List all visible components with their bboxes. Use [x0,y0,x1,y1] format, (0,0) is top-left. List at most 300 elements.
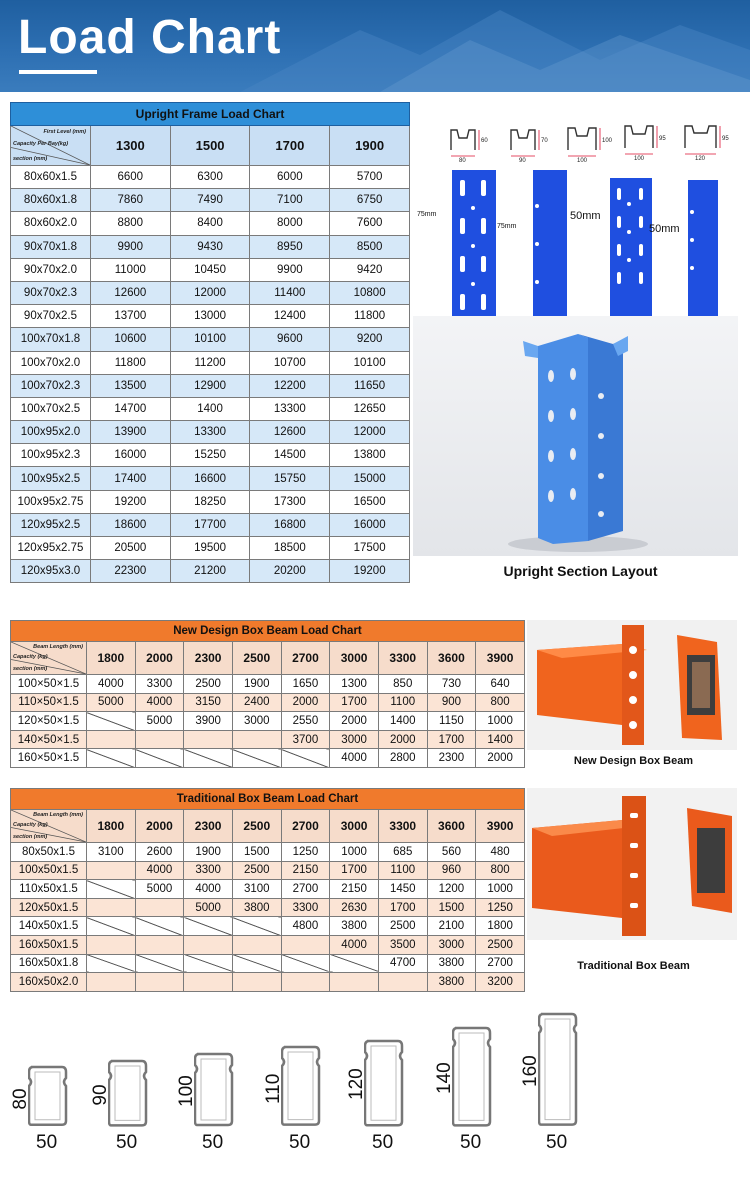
capacity-cell: 2700 [476,954,525,973]
section-cell: 80x60x1.8 [11,189,91,212]
svg-text:100: 100 [634,156,645,162]
capacity-cell: 12400 [250,305,330,328]
capacity-cell: 11400 [250,281,330,304]
column-header: 3300 [378,810,427,843]
capacity-cell: 1500 [427,898,476,917]
section-cell: 120x95x2.75 [11,537,91,560]
capacity-cell: 4700 [378,954,427,973]
capacity-cell: 13700 [90,305,170,328]
empty-cell [135,898,184,917]
capacity-cell: 800 [476,861,525,880]
section-cell: 100x95x2.3 [11,444,91,467]
beam-profile-shape [452,1025,506,1131]
new-beam-caption: New Design Box Beam [573,755,694,767]
svg-text:50mm: 50mm [570,210,601,222]
capacity-cell: 3000 [330,730,379,749]
column-header: 1800 [86,642,135,675]
capacity-cell: 16800 [250,513,330,536]
capacity-cell: 480 [476,843,525,862]
capacity-cell: 1700 [427,730,476,749]
capacity-cell: 8400 [170,212,250,235]
capacity-cell: 4000 [330,749,379,768]
svg-text:70: 70 [541,138,548,144]
capacity-cell: 9600 [250,328,330,351]
capacity-cell: 3500 [378,935,427,954]
capacity-cell: 17400 [90,467,170,490]
column-header: 3900 [476,642,525,675]
table-row [11,954,525,973]
table-row [11,258,410,281]
capacity-cell: 11000 [90,258,170,281]
column-header: 2500 [232,810,281,843]
capacity-cell: 6000 [250,166,330,189]
empty-cell [378,973,427,992]
section-cell: 90x70x2.5 [11,305,91,328]
capacity-cell: 1500 [232,843,281,862]
capacity-cell: 800 [476,693,525,712]
capacity-cell: 2000 [378,730,427,749]
table-row [11,861,525,880]
column-header: 2300 [184,642,233,675]
table-row [11,560,410,583]
beam-profile-shape [364,1038,418,1131]
capacity-cell: 3900 [184,712,233,731]
capacity-cell: 730 [427,675,476,694]
column-header: 1700 [250,126,330,166]
capacity-cell: 13900 [90,421,170,444]
capacity-cell: 10600 [90,328,170,351]
trad-beam-photo [527,788,737,940]
column-header: 2000 [135,810,184,843]
capacity-cell: 3800 [427,973,476,992]
capacity-cell: 6600 [90,166,170,189]
capacity-cell: 15250 [170,444,250,467]
profile-height-label: 90 [90,1084,111,1106]
empty-cell [86,954,135,973]
upright-table-title: Upright Frame Load Chart [11,103,410,126]
empty-cell [86,712,135,731]
capacity-cell: 2500 [184,675,233,694]
svg-text:100: 100 [602,138,613,144]
empty-cell [86,880,135,899]
table-row [11,712,525,731]
capacity-cell: 20500 [90,537,170,560]
table-corner-cell: Beam Length (mm) Capacity (kg) section (mm) [11,810,87,843]
table-row [11,328,410,351]
beam-profile-shape [28,1064,82,1131]
section-cell: 100x95x2.0 [11,421,91,444]
capacity-cell: 7600 [330,212,410,235]
empty-cell [184,749,233,768]
trad-beam-load-table [10,788,525,992]
capacity-cell: 9420 [330,258,410,281]
section-cell: 100x95x2.75 [11,490,91,513]
capacity-cell: 18600 [90,513,170,536]
table-row [11,749,525,768]
empty-cell [86,861,135,880]
section-cell: 80x60x2.0 [11,212,91,235]
capacity-cell: 20200 [250,560,330,583]
section-cell: 120x95x2.5 [11,513,91,536]
capacity-cell: 1400 [476,730,525,749]
capacity-cell: 1400 [170,397,250,420]
capacity-cell: 12000 [330,421,410,444]
capacity-cell: 1700 [330,861,379,880]
page-title: Load Chart [18,11,282,64]
capacity-cell: 1800 [476,917,525,936]
capacity-cell: 3150 [184,693,233,712]
capacity-cell: 2300 [427,749,476,768]
capacity-cell: 640 [476,675,525,694]
capacity-cell: 2400 [232,693,281,712]
section-cell: 120x95x3.0 [11,560,91,583]
table-row [11,843,525,862]
capacity-cell: 13300 [170,421,250,444]
empty-cell [135,954,184,973]
capacity-cell: 2630 [330,898,379,917]
svg-text:95: 95 [659,136,666,142]
capacity-cell: 3800 [427,954,476,973]
capacity-cell: 960 [427,861,476,880]
profile-width-label: 50 [460,1132,482,1153]
capacity-cell: 1000 [330,843,379,862]
profile-width-label: 50 [372,1132,394,1153]
section-cell: 160x50x1.8 [11,954,87,973]
capacity-cell: 6750 [330,189,410,212]
svg-text:120: 120 [695,156,706,162]
capacity-cell: 12000 [170,281,250,304]
capacity-cell: 22300 [90,560,170,583]
empty-cell [184,730,233,749]
empty-cell [135,917,184,936]
capacity-cell: 3100 [232,880,281,899]
capacity-cell: 12900 [170,374,250,397]
table-row [11,917,525,936]
capacity-cell: 850 [378,675,427,694]
capacity-cell: 16000 [90,444,170,467]
capacity-cell: 1250 [281,843,330,862]
capacity-cell: 16500 [330,490,410,513]
empty-cell [232,730,281,749]
capacity-cell: 4000 [330,935,379,954]
capacity-cell: 19200 [330,560,410,583]
capacity-cell: 2150 [281,861,330,880]
capacity-cell: 2100 [427,917,476,936]
capacity-cell: 8500 [330,235,410,258]
profile-height-label: 120 [346,1068,367,1101]
section-cell: 140x50x1.5 [11,917,87,936]
capacity-cell: 685 [378,843,427,862]
capacity-cell: 15000 [330,467,410,490]
capacity-cell: 5700 [330,166,410,189]
capacity-cell: 3200 [476,973,525,992]
column-header: 2000 [135,642,184,675]
capacity-cell: 3300 [281,898,330,917]
section-cell: 90x70x2.3 [11,281,91,304]
table-row [11,189,410,212]
table-row [11,444,410,467]
section-cell: 160x50x2.0 [11,973,87,992]
table-row [11,166,410,189]
empty-cell [184,935,233,954]
svg-text:80: 80 [459,158,466,164]
capacity-cell: 12200 [250,374,330,397]
capacity-cell: 1150 [427,712,476,731]
capacity-cell: 18500 [250,537,330,560]
capacity-cell: 1700 [330,693,379,712]
capacity-cell: 1400 [378,712,427,731]
capacity-cell: 19500 [170,537,250,560]
empty-cell [135,749,184,768]
capacity-cell: 900 [427,693,476,712]
column-header: 1900 [330,126,410,166]
column-header: 3300 [378,642,427,675]
trad-beam-table-title: Traditional Box Beam Load Chart [11,789,525,810]
empty-cell [184,917,233,936]
capacity-cell: 17500 [330,537,410,560]
capacity-cell: 2500 [476,935,525,954]
capacity-cell: 1900 [232,675,281,694]
table-row [11,880,525,899]
beam-profile-shape [281,1044,335,1131]
capacity-cell: 1650 [281,675,330,694]
empty-cell [135,973,184,992]
new-beam-table-title: New Design Box Beam Load Chart [11,621,525,642]
empty-cell [281,749,330,768]
capacity-cell: 2500 [378,917,427,936]
table-row [11,693,525,712]
section-cell: 100x95x2.5 [11,467,91,490]
empty-cell [135,730,184,749]
table-row [11,935,525,954]
capacity-cell: 1000 [476,880,525,899]
svg-text:75mm: 75mm [417,211,437,218]
table-corner-cell: Beam Length (mm) Capacity (kg) section (mm) [11,642,87,675]
capacity-cell: 13300 [250,397,330,420]
capacity-cell: 3700 [281,730,330,749]
capacity-cell: 8950 [250,235,330,258]
capacity-cell: 10100 [330,351,410,374]
capacity-cell: 10800 [330,281,410,304]
column-header: 3000 [330,810,379,843]
capacity-cell: 5000 [86,693,135,712]
capacity-cell: 2150 [330,880,379,899]
profile-height-label: 100 [176,1075,197,1107]
profile-width-label: 50 [202,1132,224,1153]
capacity-cell: 3000 [232,712,281,731]
capacity-cell: 4800 [281,917,330,936]
table-row [11,730,525,749]
capacity-cell: 3300 [135,675,184,694]
capacity-cell: 19200 [90,490,170,513]
table-row [11,490,410,513]
table-row [11,235,410,258]
svg-text:75mm: 75mm [497,223,517,230]
empty-cell [232,954,281,973]
capacity-cell: 10700 [250,351,330,374]
table-row [11,421,410,444]
svg-text:50mm: 50mm [649,223,680,235]
empty-cell [330,973,379,992]
column-header: 1300 [90,126,170,166]
capacity-cell: 13500 [90,374,170,397]
capacity-cell: 3000 [427,935,476,954]
capacity-cell: 9900 [90,235,170,258]
empty-cell [86,973,135,992]
capacity-cell: 8800 [90,212,170,235]
capacity-cell: 9200 [330,328,410,351]
empty-cell [86,898,135,917]
capacity-cell: 12650 [330,397,410,420]
capacity-cell: 16600 [170,467,250,490]
capacity-cell: 16000 [330,513,410,536]
capacity-cell: 3100 [86,843,135,862]
capacity-cell: 2000 [476,749,525,768]
capacity-cell: 1300 [330,675,379,694]
capacity-cell: 10450 [170,258,250,281]
capacity-cell: 7100 [250,189,330,212]
column-header: 1800 [86,810,135,843]
profile-height-label: 110 [263,1073,284,1104]
section-cell: 100×50×1.5 [11,675,87,694]
capacity-cell: 2700 [281,880,330,899]
capacity-cell: 7490 [170,189,250,212]
column-header: 3000 [330,642,379,675]
table-row [11,397,410,420]
column-header: 3900 [476,810,525,843]
profile-width-label: 50 [36,1132,58,1153]
capacity-cell: 2800 [378,749,427,768]
table-row [11,973,525,992]
capacity-cell: 11200 [170,351,250,374]
column-header: 1500 [170,126,250,166]
capacity-cell: 11800 [90,351,170,374]
section-cell: 110x50x1.5 [11,880,87,899]
capacity-cell: 13000 [170,305,250,328]
section-cell: 80x60x1.5 [11,166,91,189]
table-corner-cell: First Level (mm) Capacity Per Bay(kg) section (mm) [11,126,91,166]
capacity-cell: 1100 [378,861,427,880]
column-header: 3600 [427,810,476,843]
svg-text:90: 90 [519,158,526,164]
capacity-cell: 12600 [250,421,330,444]
capacity-cell: 18250 [170,490,250,513]
section-cell: 160×50×1.5 [11,749,87,768]
capacity-cell: 12600 [90,281,170,304]
capacity-cell: 9900 [250,258,330,281]
table-row [11,305,410,328]
empty-cell [86,749,135,768]
svg-text:95: 95 [722,136,729,142]
capacity-cell: 8000 [250,212,330,235]
table-row [11,212,410,235]
capacity-cell: 14500 [250,444,330,467]
capacity-cell: 2000 [281,693,330,712]
section-cell: 140×50×1.5 [11,730,87,749]
empty-cell [86,935,135,954]
empty-cell [281,954,330,973]
column-header: 2300 [184,810,233,843]
capacity-cell: 1450 [378,880,427,899]
capacity-cell: 4000 [135,693,184,712]
section-cell: 110×50×1.5 [11,693,87,712]
trad-beam-caption: Traditional Box Beam [577,960,690,972]
svg-text:60: 60 [481,138,488,144]
empty-cell [281,935,330,954]
svg-text:100: 100 [577,158,588,164]
empty-cell [281,973,330,992]
title-underline [19,70,97,74]
page-header [0,0,750,92]
capacity-cell: 6300 [170,166,250,189]
capacity-cell: 2500 [232,861,281,880]
table-row [11,374,410,397]
profile-height-label: 160 [520,1055,541,1088]
column-header: 3600 [427,642,476,675]
empty-cell [232,935,281,954]
column-header: 2700 [281,642,330,675]
capacity-cell: 3800 [232,898,281,917]
upright-section-photo [413,316,738,556]
empty-cell [184,973,233,992]
profile-width-label: 50 [116,1132,138,1153]
empty-cell [232,917,281,936]
profile-width-label: 50 [289,1132,311,1153]
capacity-cell: 1700 [378,898,427,917]
capacity-cell: 560 [427,843,476,862]
capacity-cell: 21200 [170,560,250,583]
table-row [11,898,525,917]
table-row [11,537,410,560]
capacity-cell: 4000 [184,880,233,899]
empty-cell [232,749,281,768]
table-row [11,351,410,374]
section-cell: 90x70x1.8 [11,235,91,258]
capacity-cell: 7860 [90,189,170,212]
capacity-cell: 1000 [476,712,525,731]
section-cell: 120×50×1.5 [11,712,87,731]
profile-width-label: 50 [546,1132,568,1153]
capacity-cell: 17700 [170,513,250,536]
capacity-cell: 1250 [476,898,525,917]
profile-height-label: 80 [10,1088,31,1110]
upright-section-caption: Upright Section Layout [503,563,658,579]
capacity-cell: 11650 [330,374,410,397]
empty-cell [86,917,135,936]
capacity-cell: 1100 [378,693,427,712]
capacity-cell: 1900 [184,843,233,862]
section-cell: 100x70x2.0 [11,351,91,374]
column-header: 2500 [232,642,281,675]
upright-load-table [10,102,410,583]
table-row [11,513,410,536]
section-cell: 160x50x1.5 [11,935,87,954]
empty-cell [330,954,379,973]
section-cell: 80x50x1.5 [11,843,87,862]
capacity-cell: 1200 [427,880,476,899]
capacity-cell: 5000 [135,712,184,731]
capacity-cell: 3800 [330,917,379,936]
new-beam-photo [527,620,737,750]
capacity-cell: 2600 [135,843,184,862]
new-beam-load-table [10,620,525,768]
table-row [11,281,410,304]
capacity-cell: 9430 [170,235,250,258]
empty-cell [232,973,281,992]
empty-cell [184,954,233,973]
section-cell: 120x50x1.5 [11,898,87,917]
empty-cell [135,935,184,954]
